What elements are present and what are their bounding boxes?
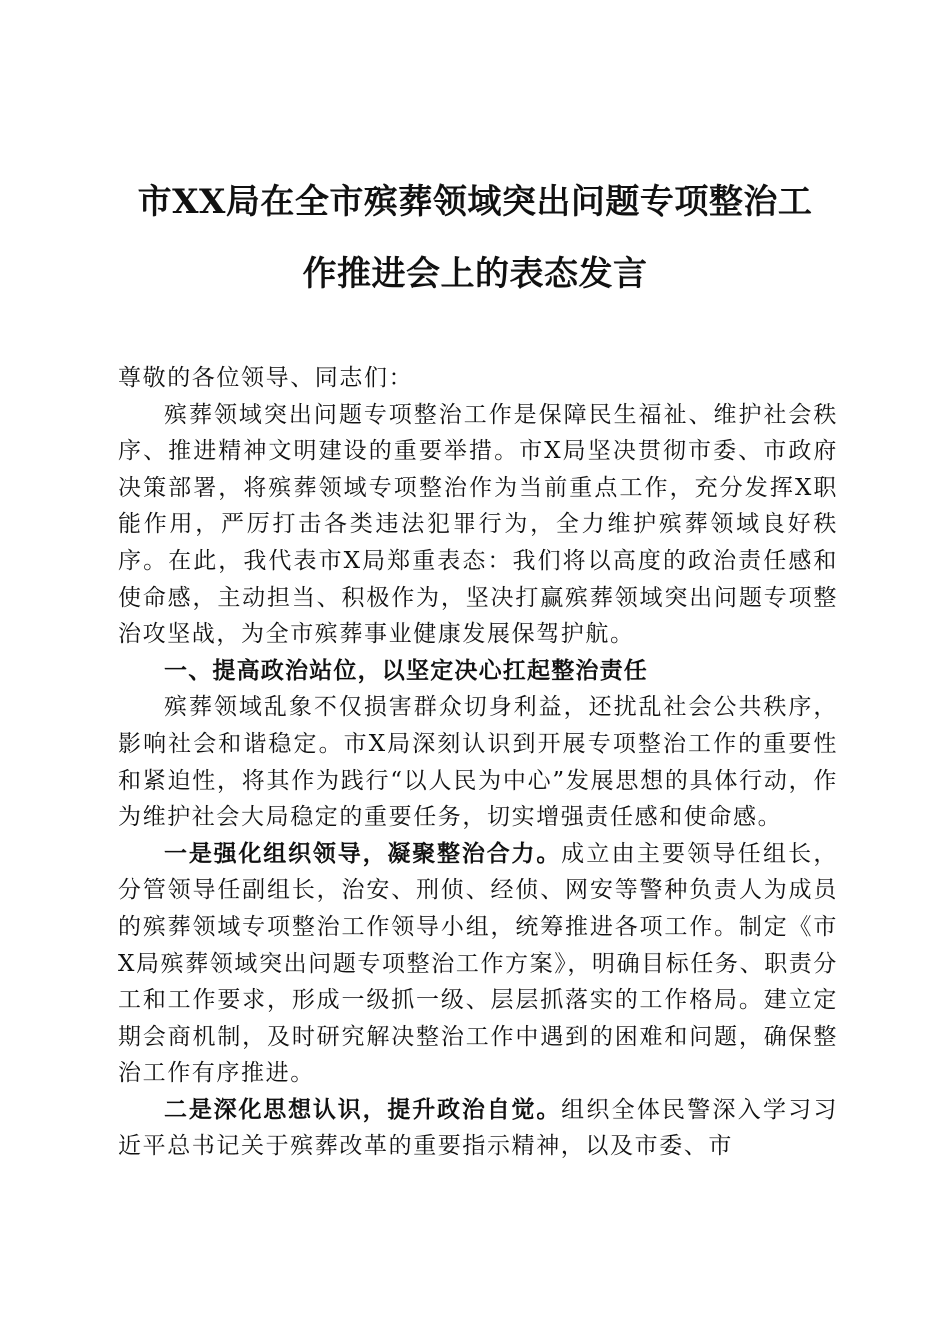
document-title — [100, 166, 850, 310]
section-1-paragraph: 殡葬领域乱象不仅损害群众切身利益，还扰乱社会公共秩序，影响社会和谐稳定。市X局深刻认识到开展专项整治工作的重要性和紧迫性，将其作为践行“以人民为中心”发展思想的具体行动，作为维护社会大局稳定的重要任务，切实增强责任感和使命感。 — [118, 694, 838, 831]
title-line-2: 作推进会上的表态发言 — [302, 254, 648, 294]
point-1-text: 成立由主要领导任组长，分管领导任副组长，治安、刑侦、经侦、网安等警种负责人为成员的殡葬领域专项整治工作领导小组，统筹推进各项工作。制定《市X局殡葬领域突出问题专项整治工作方案》，明确目标任务、职责分工和工作要求，形成一级抓一级、层层抓落实的工作格局。建立定期会商机制，及时研究解决整治工作中遇到的困难和问题，确保整治工作有序推进。 — [118, 840, 838, 1087]
salutation: 尊敬的各位领导、同志们： — [118, 365, 414, 391]
point-1-lead: 一是强化组织领导，凝聚整治合力。 — [164, 840, 562, 867]
intro-paragraph: 殡葬领域突出问题专项整治工作是保障民生福祉、维护社会秩序、推进精神文明建设的重要举措。市X局坚决贯彻市委、市政府决策部署，将殡葬领域专项整治作为当前重点工作，充分发挥X职能作用，严厉打击各类违法犯罪行为，全力维护殡葬领域良好秩序。在此，我代表市X局郑重表态：我们将以高度的政治责任感和使命感，主动担当、积极作为，坚决打赢殡葬领域突出问题专项整治攻坚战，为全市殡葬事业健康发展保驾护航。 — [118, 401, 838, 648]
point-2-lead: 二是深化思想认识，提升政治自觉。 — [164, 1096, 562, 1123]
point-2-paragraph — [118, 1092, 838, 1165]
section-heading-1: 一、提高政治站位，以坚定决心扛起整治责任 — [164, 657, 648, 684]
title-line-1: 市XX局在全市殡葬领域突出问题专项整治工 — [137, 182, 813, 222]
point-1-paragraph — [118, 836, 838, 1092]
point-2-text: 组织全体民警深入学习习近平总书记关于殡葬改革的重要指示精神，以及市委、市 — [118, 1096, 838, 1160]
document-body — [118, 360, 838, 1165]
